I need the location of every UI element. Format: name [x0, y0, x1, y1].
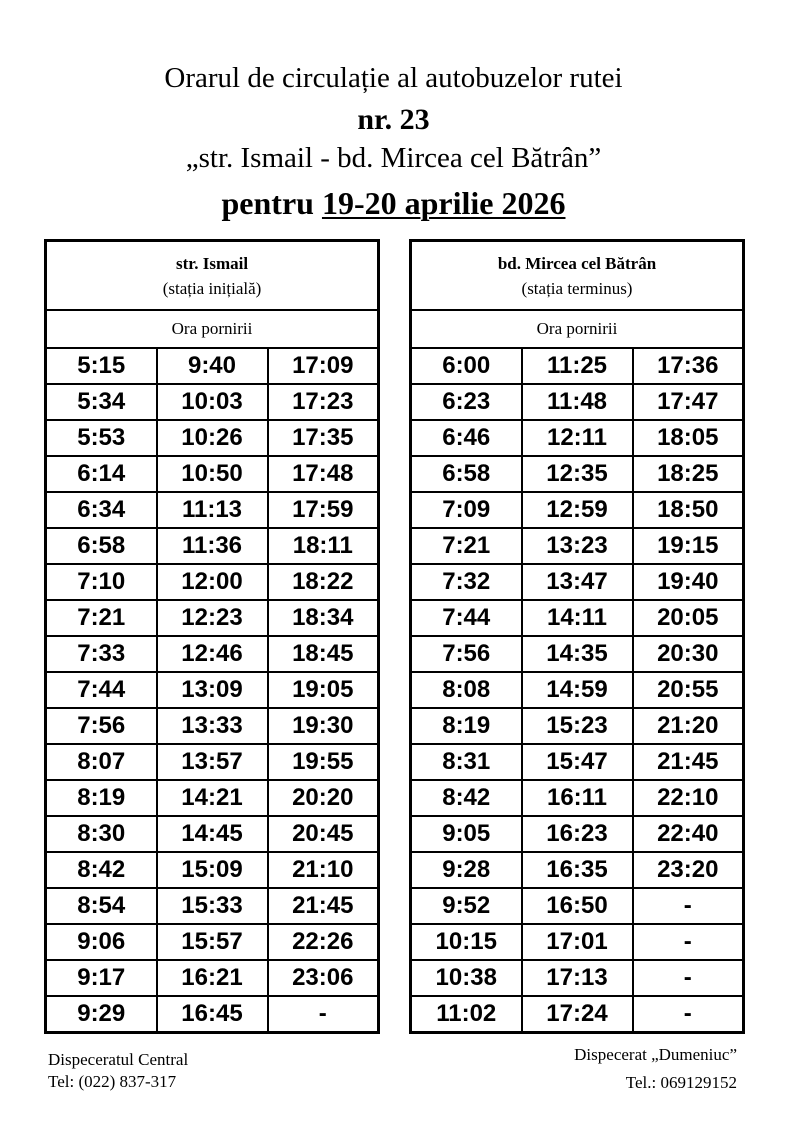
schedule-table-right — [409, 239, 745, 1034]
departure-time: 19:15 — [633, 528, 744, 564]
departure-time: 12:11 — [522, 420, 633, 456]
period-prefix: pentru — [221, 185, 322, 221]
departure-time: 17:47 — [633, 384, 744, 420]
time-row — [411, 456, 744, 492]
footer-right — [574, 1044, 737, 1094]
departure-time: 17:35 — [268, 420, 379, 456]
departure-time: 8:19 — [411, 708, 522, 744]
dispatcher-name-left: Dispeceratul Central — [48, 1050, 189, 1069]
station-header-left — [46, 241, 379, 311]
departure-time: 20:55 — [633, 672, 744, 708]
departure-time: - — [633, 888, 744, 924]
departure-time: 20:30 — [633, 636, 744, 672]
departure-time: 11:36 — [157, 528, 268, 564]
station-note-right: (stația terminus) — [521, 278, 633, 298]
schedule-period — [0, 185, 787, 222]
departure-time: 7:44 — [46, 672, 157, 708]
departure-time: - — [633, 960, 744, 996]
dispatcher-phone-left: Tel: (022) 837-317 — [48, 1072, 177, 1091]
time-row — [46, 924, 379, 960]
departure-time: 17:23 — [268, 384, 379, 420]
departure-time: 12:46 — [157, 636, 268, 672]
departure-time: 18:11 — [268, 528, 379, 564]
times-right — [411, 348, 744, 1033]
departure-time: 16:50 — [522, 888, 633, 924]
departure-time: 6:58 — [46, 528, 157, 564]
time-row — [411, 420, 744, 456]
departure-time: 9:17 — [46, 960, 157, 996]
departure-time: 22:26 — [268, 924, 379, 960]
departure-time: 17:01 — [522, 924, 633, 960]
departure-time: 18:50 — [633, 492, 744, 528]
departure-time: 9:06 — [46, 924, 157, 960]
departure-time: 17:36 — [633, 348, 744, 384]
footer-left — [48, 1049, 188, 1093]
departure-time: 8:42 — [46, 852, 157, 888]
time-row — [411, 996, 744, 1033]
departure-time: - — [268, 996, 379, 1033]
departure-label-right: Ora pornirii — [411, 310, 744, 348]
departure-time: 15:33 — [157, 888, 268, 924]
times-left — [46, 348, 379, 1033]
time-row — [411, 600, 744, 636]
departure-time: 16:45 — [157, 996, 268, 1033]
time-row — [46, 528, 379, 564]
departure-time: 20:20 — [268, 780, 379, 816]
departure-time: 14:21 — [157, 780, 268, 816]
time-row — [46, 456, 379, 492]
departure-time: 8:19 — [46, 780, 157, 816]
time-row — [411, 672, 744, 708]
time-row — [411, 924, 744, 960]
time-row — [411, 708, 744, 744]
schedule-table-left — [44, 239, 380, 1034]
departure-time: 15:23 — [522, 708, 633, 744]
time-row — [46, 636, 379, 672]
departure-time: 18:34 — [268, 600, 379, 636]
departure-time: 23:20 — [633, 852, 744, 888]
departure-time: 21:45 — [633, 744, 744, 780]
departure-time: 7:10 — [46, 564, 157, 600]
departure-time: 19:05 — [268, 672, 379, 708]
departure-time: 15:57 — [157, 924, 268, 960]
time-row — [411, 816, 744, 852]
departure-time: 15:47 — [522, 744, 633, 780]
route-number: nr. 23 — [357, 103, 430, 136]
departure-time: 11:13 — [157, 492, 268, 528]
departure-time: 6:46 — [411, 420, 522, 456]
departure-time: 9:29 — [46, 996, 157, 1033]
time-row — [411, 960, 744, 996]
departure-time: 9:40 — [157, 348, 268, 384]
departure-time: 6:58 — [411, 456, 522, 492]
departure-time: 19:55 — [268, 744, 379, 780]
departure-time: 23:06 — [268, 960, 379, 996]
departure-time: 6:34 — [46, 492, 157, 528]
departure-time: 13:23 — [522, 528, 633, 564]
time-row — [46, 960, 379, 996]
time-row — [46, 780, 379, 816]
departure-time: 16:35 — [522, 852, 633, 888]
station-name-right: bd. Mircea cel Bătrân — [497, 253, 657, 273]
departure-time: 16:21 — [157, 960, 268, 996]
time-row — [46, 492, 379, 528]
route-name: „str. Ismail - bd. Mircea cel Bătrân” — [185, 142, 602, 174]
time-row — [411, 384, 744, 420]
time-row — [46, 996, 379, 1033]
departure-time: 10:26 — [157, 420, 268, 456]
time-row — [46, 672, 379, 708]
departure-time: 7:44 — [411, 600, 522, 636]
departure-time: 9:28 — [411, 852, 522, 888]
departure-time: 16:11 — [522, 780, 633, 816]
departure-time: 22:40 — [633, 816, 744, 852]
departure-time: 11:48 — [522, 384, 633, 420]
departure-time: 7:32 — [411, 564, 522, 600]
station-note-left: (stația inițială) — [162, 278, 262, 298]
departure-time: 8:30 — [46, 816, 157, 852]
station-header-right — [411, 241, 744, 311]
departure-time: 8:07 — [46, 744, 157, 780]
dispatcher-phone-right: Tel.: 069129152 — [625, 1073, 737, 1092]
departure-time: 20:45 — [268, 816, 379, 852]
departure-time: 7:21 — [46, 600, 157, 636]
time-row — [46, 348, 379, 384]
departure-time: 11:25 — [522, 348, 633, 384]
departure-time: 7:33 — [46, 636, 157, 672]
time-row — [46, 852, 379, 888]
departure-time: 10:38 — [411, 960, 522, 996]
departure-time: 8:31 — [411, 744, 522, 780]
departure-time: 15:09 — [157, 852, 268, 888]
departure-time: 10:03 — [157, 384, 268, 420]
time-row — [46, 816, 379, 852]
departure-time: 8:54 — [46, 888, 157, 924]
departure-time: 18:45 — [268, 636, 379, 672]
title-line-1: Orarul de circulație al autobuzelor rutei — [164, 62, 623, 94]
departure-time: 12:59 — [522, 492, 633, 528]
departure-time: 14:45 — [157, 816, 268, 852]
departure-time: 5:53 — [46, 420, 157, 456]
departure-time: 16:23 — [522, 816, 633, 852]
departure-time: 19:30 — [268, 708, 379, 744]
time-row — [411, 780, 744, 816]
departure-time: 8:42 — [411, 780, 522, 816]
departure-time: 20:05 — [633, 600, 744, 636]
departure-time: 6:23 — [411, 384, 522, 420]
departure-time: 17:24 — [522, 996, 633, 1033]
departure-time: 21:45 — [268, 888, 379, 924]
departure-time: 5:34 — [46, 384, 157, 420]
departure-time: 12:23 — [157, 600, 268, 636]
departure-time: 12:00 — [157, 564, 268, 600]
departure-time: 18:22 — [268, 564, 379, 600]
departure-time: 17:09 — [268, 348, 379, 384]
departure-time: 10:50 — [157, 456, 268, 492]
period-date: 19-20 aprilie 2026 — [321, 185, 566, 221]
departure-time: 6:14 — [46, 456, 157, 492]
time-row — [46, 708, 379, 744]
departure-time: 13:47 — [522, 564, 633, 600]
time-row — [411, 744, 744, 780]
time-row — [411, 564, 744, 600]
departure-time: 18:05 — [633, 420, 744, 456]
departure-time: 6:00 — [411, 348, 522, 384]
time-row — [46, 384, 379, 420]
departure-time: 11:02 — [411, 996, 522, 1033]
time-row — [46, 600, 379, 636]
departure-time: 13:33 — [157, 708, 268, 744]
departure-time: 22:10 — [633, 780, 744, 816]
departure-time: 17:13 — [522, 960, 633, 996]
departure-time: 17:48 — [268, 456, 379, 492]
departure-time: 10:15 — [411, 924, 522, 960]
departure-time: 17:59 — [268, 492, 379, 528]
time-row — [411, 852, 744, 888]
departure-time: 21:20 — [633, 708, 744, 744]
departure-time: 14:35 — [522, 636, 633, 672]
time-row — [411, 888, 744, 924]
time-row — [46, 420, 379, 456]
departure-time: 8:08 — [411, 672, 522, 708]
departure-time: 13:09 — [157, 672, 268, 708]
dispatcher-name-right: Dispecerat „Dumeniuc” — [574, 1045, 737, 1064]
time-row — [411, 492, 744, 528]
station-name-left: str. Ismail — [175, 253, 249, 273]
departure-time: 13:57 — [157, 744, 268, 780]
departure-time: 5:15 — [46, 348, 157, 384]
time-row — [411, 528, 744, 564]
time-row — [46, 744, 379, 780]
time-row — [46, 888, 379, 924]
departure-time: 14:11 — [522, 600, 633, 636]
departure-time: 9:52 — [411, 888, 522, 924]
departure-time: 7:09 — [411, 492, 522, 528]
departure-time: 7:56 — [411, 636, 522, 672]
departure-time: - — [633, 996, 744, 1033]
time-row — [46, 564, 379, 600]
departure-time: 9:05 — [411, 816, 522, 852]
departure-time: 14:59 — [522, 672, 633, 708]
departure-time: 19:40 — [633, 564, 744, 600]
departure-time: 7:56 — [46, 708, 157, 744]
departure-label-left: Ora pornirii — [46, 310, 379, 348]
departure-time: 18:25 — [633, 456, 744, 492]
departure-time: - — [633, 924, 744, 960]
departure-time: 7:21 — [411, 528, 522, 564]
departure-time: 21:10 — [268, 852, 379, 888]
time-row — [411, 636, 744, 672]
departure-time: 12:35 — [522, 456, 633, 492]
time-row — [411, 348, 744, 384]
